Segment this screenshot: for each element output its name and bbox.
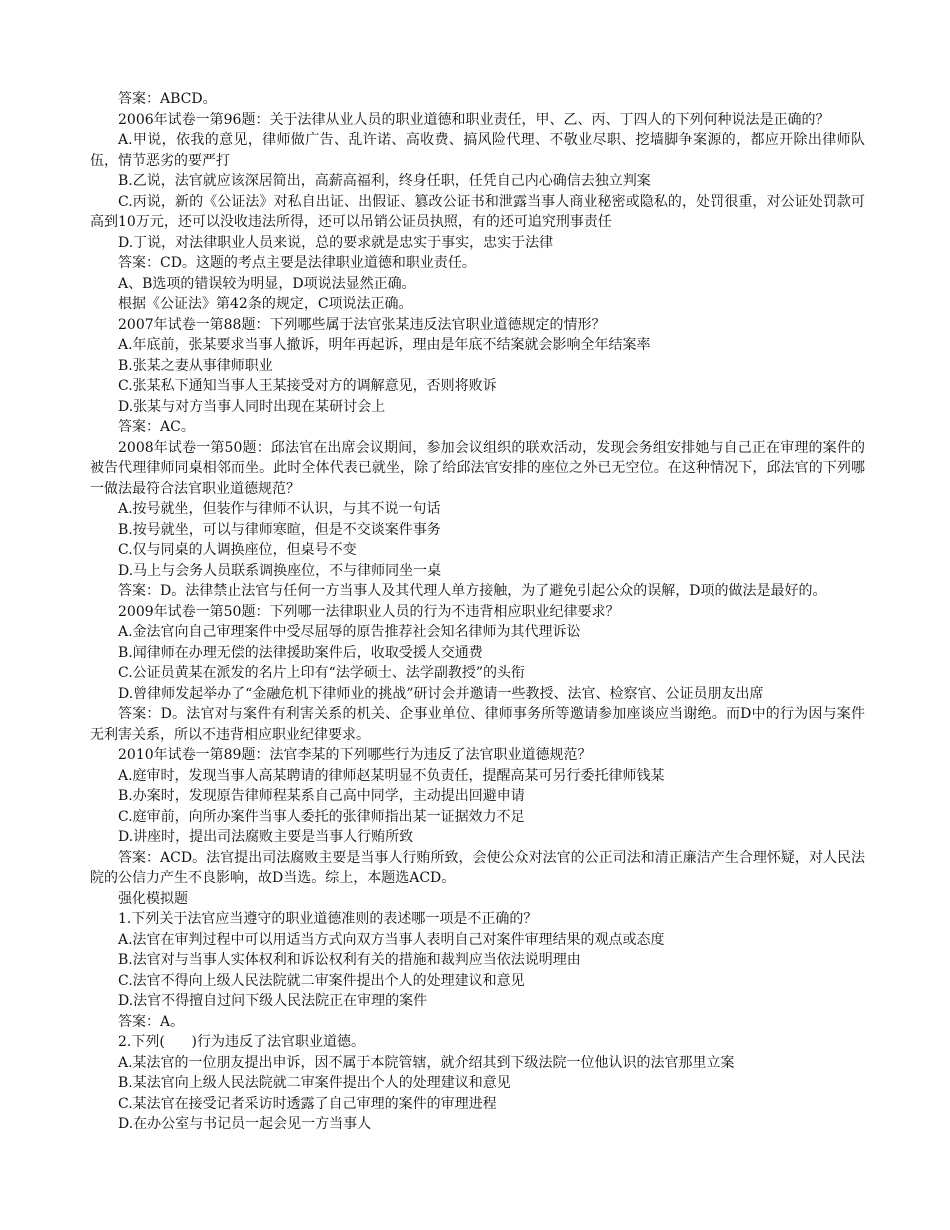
paragraph: D.马上与会务人员联系调换座位，不与律师同坐一桌	[118, 562, 442, 579]
paragraph: C.张某私下通知当事人王某接受对方的调解意见，否则将败诉	[118, 378, 497, 394]
paragraph: B.张某之妻从事律师职业	[118, 357, 273, 374]
paragraph: D.曾律师发起举办了“金融危机下律师业的挑战”研讨会并邀请一些教授、法官、检察官、公证员朋友出席	[118, 685, 764, 702]
paragraph: B.闻律师在办理无偿的法律援助案件后，收取受援人交通费	[118, 644, 483, 661]
paragraph: 答案：A。	[118, 1013, 185, 1030]
paragraph: A.法官在审判过程中可以用适当方式向双方当事人表明自己对案件审理结果的观点或态度	[118, 931, 665, 948]
paragraph: B.法官对与当事人实体权利和诉讼权利有关的措施和裁判应当依法说明理由	[118, 952, 581, 968]
paragraph: A.年底前，张某要求当事人撤诉，明年再起诉，理由是年底不结案就会影响全年结案率	[118, 337, 651, 353]
paragraph: D.讲座时，提出司法腐败主要是当事人行贿所致	[118, 829, 414, 845]
paragraph: 2007年试卷一第88题：下列哪些属于法官张某违反法官职业道德规定的情形？	[118, 316, 606, 333]
paragraph: 1.下列关于法官应当遵守的职业道德准则的表述哪一项是不正确的？	[118, 911, 538, 927]
paragraph: 2.下列( )行为违反了法官职业道德。	[118, 1034, 365, 1050]
paragraph: 答案：D。法官对与案件有利害关系的机关、企事业单位、律师事务所等邀请参加座谈应当谢绝。而D中的行为因与案件无利害关系，所以不违背相应职业纪律要求。	[90, 706, 865, 743]
paragraph: 答案：ACD。法官提出司法腐败主要是当事人行贿所致，会使公众对法官的公正司法和清正廉洁产生合理怀疑，对人民法院的公信力产生不良影响，故D当选。综上，本题选ACD。	[90, 849, 865, 886]
paragraph: B.某法官向上级人民法院就二审案件提出个人的处理建议和意见	[118, 1075, 511, 1091]
paragraph: 强化模拟题	[118, 890, 188, 907]
paragraph: D.在办公室与书记员一起会见一方当事人	[118, 1116, 372, 1132]
paragraph: 答案：CD。这题的考点主要是法律职业道德和职业责任。	[118, 255, 476, 271]
paragraph: 2010年试卷一第89题：法官李某的下列哪些行为违反了法官职业道德规范？	[118, 747, 592, 763]
paragraph: D.法官不得擅自过问下级人民法院正在审理的案件	[118, 993, 428, 1009]
paragraph: B.办案时，发现原告律师程某系自己高中同学，主动提出回避申请	[118, 788, 525, 804]
paragraph: A.庭审时，发现当事人高某聘请的律师赵某明显不负责任，提醒高某可另行委托律师钱某	[118, 767, 665, 784]
paragraph: 2008年试卷一第50题：邱法官在出席会议期间，参加会议组织的联欢活动，发现会务组安排她与自己正在审理的案件的被告代理律师同桌相邻而坐。此时全体代表已就坐，除了给邱法官安排的座位之外已无空位。在这种情况下，邱法官的下列哪一做法最符合法官职业道德规范？	[90, 439, 865, 497]
paragraph: 2009年试卷一第50题：下列哪一法律职业人员的行为不违背相应职业纪律要求？	[118, 603, 620, 620]
paragraph: A.按号就坐，但装作与律师不认识，与其不说一句话	[118, 501, 441, 517]
paragraph: A.金法官向自己审理案件中受尽屈辱的原告推荐社会知名律师为其代理诉讼	[118, 624, 581, 640]
paragraph: D.丁说，对法律职业人员来说，总的要求就是忠实于事实，忠实于法律	[118, 234, 554, 251]
paragraph: 答案：ABCD。	[118, 91, 217, 107]
paragraph: C.法官不得向上级人民法院就二审案件提出个人的处理建议和意见	[118, 972, 525, 989]
paragraph: 答案：AC。	[118, 419, 195, 435]
paragraph: B.按号就坐，可以与律师寒暄，但是不交谈案件事务	[118, 521, 441, 538]
paragraph: C.公证员黄某在派发的名片上印有“法学硕士、法学副教授”的头衔	[118, 665, 525, 681]
paragraph: A.甲说，依我的意见，律师做广告、乱许诺、高收费、搞风险代理、不敬业尽职、挖墙脚争案源的，都应开除出律师队伍，情节恶劣的要严打	[90, 132, 865, 169]
paragraph: 根据《公证法》第42条的规定，C项说法正确。	[118, 296, 413, 312]
paragraph: A.某法官的一位朋友提出申诉，因不属于本院管辖，就介绍其到下级法院一位他认识的法官那里立案	[118, 1054, 735, 1071]
paragraph: 2006年试卷一第96题：关于法律从业人员的职业道德和职业责任，甲、乙、丙、丁四人的下列何种说法是正确的？	[118, 111, 830, 128]
paragraph: A、B选项的错误较为明显，D项说法显然正确。	[118, 275, 416, 292]
document-page	[90, 89, 865, 1135]
paragraph: C.仅与同桌的人调换座位，但桌号不变	[118, 542, 357, 558]
paragraph: D.张某与对方当事人同时出现在某研讨会上	[118, 398, 386, 415]
paragraph: C.丙说，新的《公证法》对私自出证、出假证、篡改公证书和泄露当事人商业秘密或隐私的，处罚很重，对公证处罚款可高到10万元，还可以没收违法所得，还可以吊销公证员执照，有的还可追究刑事责任	[90, 193, 865, 230]
paragraph: C.庭审前，向所办案件当事人委托的张律师指出某一证据效力不足	[118, 808, 525, 825]
paragraph: C.某法官在接受记者采访时透露了自己审理的案件的审理进程	[118, 1095, 497, 1112]
paragraph: 答案：D。法律禁止法官与任何一方当事人及其代理人单方接触，为了避免引起公众的误解，D项的做法是最好的。	[118, 583, 827, 599]
paragraph: B.乙说，法官就应该深居简出，高薪高福利，终身任职，任凭自己内心确信去独立判案	[118, 173, 651, 189]
